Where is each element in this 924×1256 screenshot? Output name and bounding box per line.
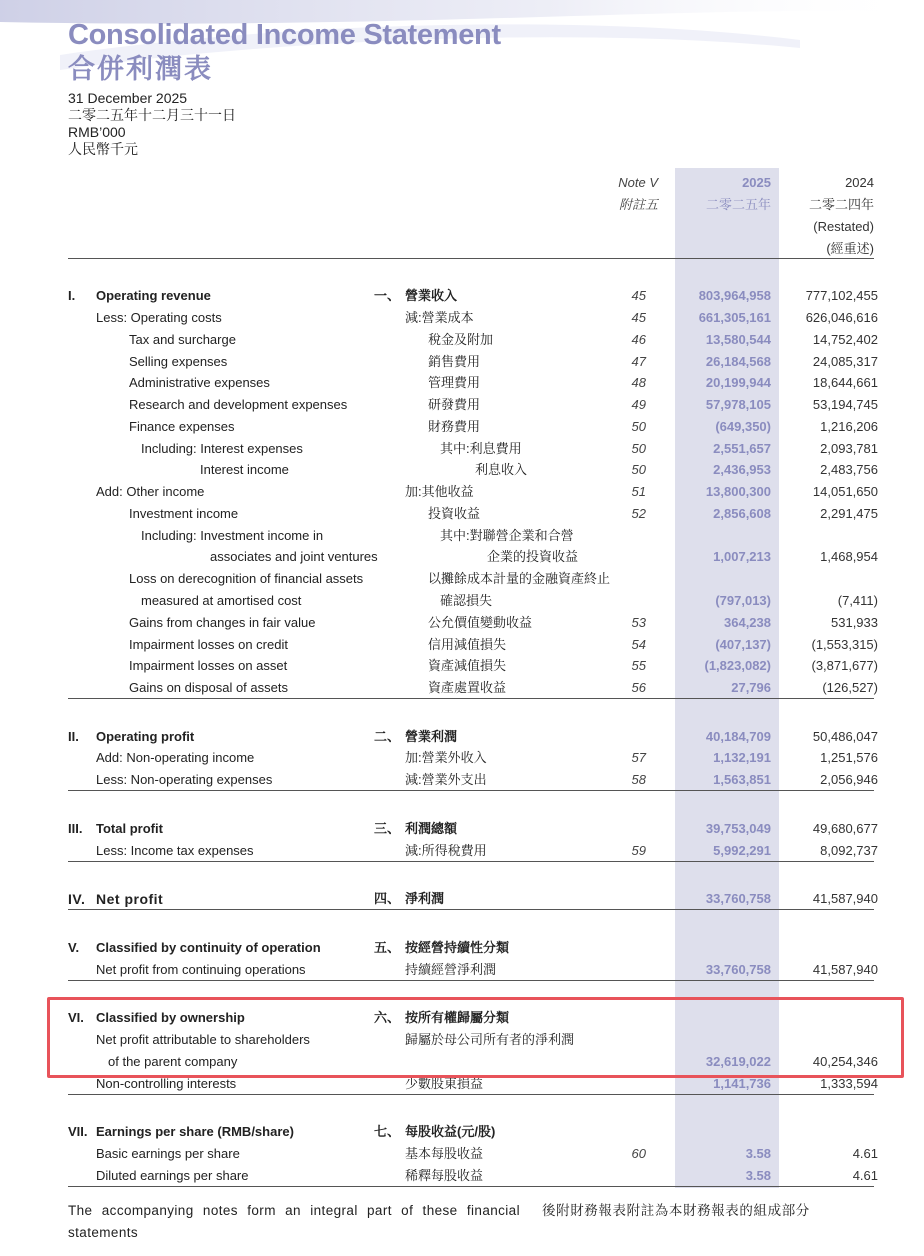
value-2024: 1,251,576	[820, 750, 878, 765]
line-item-label-zh: 按所有權歸屬分類	[405, 1010, 510, 1025]
value-2024: 53,194,745	[812, 397, 878, 412]
value-2024: 41,587,940	[812, 962, 878, 977]
note-reference: 54	[631, 637, 646, 652]
table-row	[0, 525, 924, 547]
section-number-zh: 三、	[374, 821, 401, 836]
note-header-zh: 附註五	[618, 197, 658, 212]
line-item-label-en: of the parent company	[108, 1054, 238, 1069]
table-row	[0, 307, 924, 329]
section-number: III.	[68, 821, 83, 836]
value-2024: 41,587,940	[812, 891, 878, 906]
table-row	[0, 416, 924, 438]
note-reference: 47	[631, 354, 646, 369]
line-item-label-zh: 加:其他收益	[405, 484, 474, 499]
section-number-zh: 一、	[374, 288, 401, 303]
note-reference: 49	[631, 397, 646, 412]
line-item-label-zh: 營業利潤	[405, 729, 458, 744]
line-item-label-en: Impairment losses on credit	[129, 637, 288, 652]
line-item-label-en: Add: Other income	[96, 484, 205, 499]
table-row	[0, 568, 924, 590]
line-item-label-en: Including: Investment income in	[141, 528, 324, 543]
line-item-label-en: Impairment losses on asset	[129, 658, 288, 673]
line-item-label-en: Less: Income tax expenses	[96, 843, 254, 858]
line-item-label-zh: 其中:對聯營企業和合營	[440, 528, 574, 543]
restated-label-zh: (經重述)	[826, 241, 874, 256]
line-item-label-en: Research and development expenses	[129, 397, 348, 412]
value-2025: (1,823,082)	[704, 658, 771, 673]
section-number-zh: 二、	[374, 729, 401, 744]
line-item-label-zh: 利潤總額	[405, 821, 458, 836]
note-reference: 60	[631, 1146, 646, 1161]
note-reference: 46	[631, 332, 646, 347]
value-2025: 3.58	[745, 1168, 771, 1183]
table-row	[0, 747, 924, 769]
value-2025: 57,978,105	[705, 397, 771, 412]
table-row	[0, 590, 924, 612]
line-item-label-en: measured at amortised cost	[141, 593, 302, 608]
value-2025: (797,013)	[715, 593, 771, 608]
value-2024: 8,092,737	[820, 843, 878, 858]
value-2024: 531,933	[831, 615, 878, 630]
note-header-en: Note V	[618, 175, 658, 190]
line-item-label-en: Net profit from continuing operations	[96, 962, 306, 977]
value-2024: 18,644,661	[812, 375, 878, 390]
section-number-zh: 七、	[374, 1124, 401, 1139]
line-item-label-zh: 稀釋每股收益	[405, 1168, 484, 1183]
value-2024: 2,483,756	[820, 462, 878, 477]
value-2024: 626,046,616	[805, 310, 878, 325]
line-item-label-zh: 按經營持續性分類	[405, 940, 510, 955]
value-2025: 20,199,944	[705, 375, 771, 390]
table-row	[0, 329, 924, 351]
table-row	[0, 655, 924, 677]
line-item-label-zh: 營業收入	[405, 288, 458, 303]
table-row	[0, 394, 924, 416]
value-2025: 39,753,049	[705, 821, 771, 836]
note-reference: 45	[631, 288, 646, 303]
section-number: V.	[68, 940, 80, 955]
line-item-label-zh: 公允價值變動收益	[428, 615, 533, 630]
value-2024: 2,093,781	[820, 441, 878, 456]
line-item-label-en: Diluted earnings per share	[96, 1168, 249, 1183]
table-row	[0, 888, 924, 910]
note-reference: 50	[631, 419, 646, 434]
line-item-label-en: Earnings per share (RMB/share)	[96, 1124, 294, 1139]
value-2025: 33,760,758	[705, 891, 771, 906]
line-item-label-en: Less: Non-operating expenses	[96, 772, 273, 787]
value-2025: 27,796	[731, 680, 771, 695]
currency-unit-zh: 人民幣千元	[68, 141, 138, 157]
table-row	[0, 1165, 924, 1187]
note-reference: 50	[631, 441, 646, 456]
note-reference: 48	[631, 375, 646, 390]
table-row	[0, 612, 924, 634]
table-row	[0, 959, 924, 981]
line-item-label-zh: 加:營業外收入	[405, 750, 487, 765]
line-item-label-zh: 信用減值損失	[428, 637, 507, 652]
note-reference: 57	[631, 750, 646, 765]
section-number: VI.	[68, 1010, 84, 1025]
table-row	[0, 937, 924, 959]
line-item-label-en: Gains from changes in fair value	[129, 615, 316, 630]
line-item-label-en: associates and joint ventures	[210, 549, 378, 564]
note-reference: 50	[631, 462, 646, 477]
value-2025: (407,137)	[715, 637, 771, 652]
value-2024: 14,051,650	[812, 484, 878, 499]
value-2024: 40,254,346	[812, 1054, 878, 1069]
value-2024: 1,216,206	[820, 419, 878, 434]
value-2025: 26,184,568	[705, 354, 771, 369]
value-2025: 661,305,161	[698, 310, 771, 325]
table-row	[0, 818, 924, 840]
line-item-label-zh: 稅金及附加	[428, 332, 494, 347]
value-2024: 50,486,047	[812, 729, 878, 744]
value-2024: 777,102,455	[805, 288, 878, 303]
table-row	[0, 769, 924, 791]
line-item-label-zh: 以攤餘成本計量的金融資產終止	[428, 571, 611, 586]
statement-title-zh: 合併利潤表	[68, 54, 213, 84]
value-2024: 4.61	[852, 1168, 878, 1183]
table-row	[0, 372, 924, 394]
value-2024: 2,291,475	[820, 506, 878, 521]
footer-note-en: The accompanying notes form an integral part of these financial statements	[68, 1203, 520, 1240]
line-item-label-en: Tax and surcharge	[129, 332, 236, 347]
line-item-label-en: Gains on disposal of assets	[129, 680, 288, 695]
line-item-label-en: Selling expenses	[129, 354, 228, 369]
year-2024-column-header	[779, 172, 874, 260]
note-reference: 59	[631, 843, 646, 858]
section-number-zh: 四、	[374, 891, 401, 906]
line-item-label-en: Less: Operating costs	[96, 310, 222, 325]
value-2025: 2,436,953	[713, 462, 771, 477]
line-item-label-en: Investment income	[129, 506, 239, 521]
note-reference: 58	[631, 772, 646, 787]
line-item-label-zh: 持續經營淨利潤	[405, 962, 497, 977]
line-item-label-en: Interest income	[200, 462, 289, 477]
year-2025-label-zh: 二零二五年	[705, 197, 771, 212]
line-item-label-en: Operating revenue	[96, 288, 211, 303]
line-item-label-zh: 少數股東損益	[405, 1076, 484, 1091]
value-2025: 3.58	[745, 1146, 771, 1161]
table-row	[0, 726, 924, 748]
line-item-label-en: Administrative expenses	[129, 375, 270, 390]
line-item-label-zh: 研發費用	[428, 397, 481, 412]
note-column-header	[560, 172, 658, 216]
line-item-label-en: Finance expenses	[129, 419, 235, 434]
value-2025: (649,350)	[715, 419, 771, 434]
value-2024: (3,871,677)	[811, 658, 878, 673]
note-reference: 51	[631, 484, 646, 499]
value-2025: 1,563,851	[713, 772, 771, 787]
value-2024: 24,085,317	[812, 354, 878, 369]
table-row	[0, 351, 924, 373]
value-2024: 1,468,954	[820, 549, 878, 564]
table-row	[0, 634, 924, 656]
value-2025: 2,856,608	[713, 506, 771, 521]
note-reference: 53	[631, 615, 646, 630]
year-2024-label: 2024	[845, 175, 874, 190]
section-number: I.	[68, 288, 76, 303]
year-2024-label-zh: 二零二四年	[808, 197, 874, 212]
line-item-label-en: Net profit	[96, 891, 164, 907]
line-item-label-en: Net profit attributable to shareholders	[96, 1032, 310, 1047]
table-row	[0, 840, 924, 862]
line-item-label-zh: 減:所得稅費用	[405, 843, 487, 858]
line-item-label-en: Loss on derecognition of financial assets	[129, 571, 364, 586]
value-2025: 13,580,544	[705, 332, 771, 347]
value-2024: (1,553,315)	[811, 637, 878, 652]
statement-date-zh: 二零二五年十二月三十一日	[68, 107, 236, 123]
value-2024: 49,680,677	[812, 821, 878, 836]
line-item-label-zh: 其中:利息費用	[440, 441, 522, 456]
header-divider	[68, 258, 874, 259]
value-2025: 1,007,213	[713, 549, 771, 564]
line-item-label-zh: 資產減值損失	[428, 658, 507, 673]
footer-note-zh: 後附財務報表附註為本財務報表的組成部分	[542, 1203, 810, 1218]
value-2025: 1,132,191	[713, 750, 771, 765]
line-item-label-zh: 確認損失	[440, 593, 493, 608]
note-reference: 45	[631, 310, 646, 325]
value-2024: (7,411)	[837, 593, 878, 608]
statement-title-en: Consolidated Income Statement	[68, 19, 501, 51]
section-number: IV.	[68, 891, 86, 907]
table-row	[0, 481, 924, 503]
year-2025-column-header	[675, 172, 771, 216]
table-row	[0, 546, 924, 568]
line-item-label-en: Classified by ownership	[96, 1010, 245, 1025]
line-item-label-en: Non-controlling interests	[96, 1076, 237, 1091]
value-2025: 13,800,300	[705, 484, 771, 499]
line-item-label-en: Total profit	[96, 821, 163, 836]
table-row	[0, 459, 924, 481]
currency-unit-en: RMB’000	[68, 124, 126, 140]
value-2024: 1,333,594	[820, 1076, 878, 1091]
table-row	[0, 677, 924, 699]
line-item-label-zh: 基本每股收益	[405, 1146, 484, 1161]
statement-header	[68, 18, 501, 158]
value-2025: 364,238	[724, 615, 771, 630]
line-item-label-zh: 減:營業成本	[405, 310, 474, 325]
line-item-label-zh: 歸屬於母公司所有者的淨利潤	[405, 1032, 575, 1047]
line-item-label-en: Including: Interest expenses	[141, 441, 303, 456]
line-item-label-zh: 管理費用	[428, 375, 481, 390]
line-item-label-zh: 利息收入	[475, 462, 528, 477]
table-row	[0, 1121, 924, 1143]
line-item-label-zh: 企業的投資收益	[487, 549, 579, 564]
table-row	[0, 438, 924, 460]
line-item-label-zh: 淨利潤	[405, 891, 445, 906]
line-item-label-zh: 銷售費用	[428, 354, 481, 369]
table-row	[0, 1143, 924, 1165]
line-item-label-zh: 每股收益(元/股)	[405, 1124, 496, 1139]
value-2024: (126,527)	[822, 680, 878, 695]
line-item-label-zh: 資產處置收益	[428, 680, 507, 695]
value-2025: 40,184,709	[705, 729, 771, 744]
note-reference: 55	[631, 658, 646, 673]
value-2025: 803,964,958	[698, 288, 771, 303]
line-item-label-en: Add: Non-operating income	[96, 750, 255, 765]
line-item-label-zh: 減:營業外支出	[405, 772, 487, 787]
section-number: VII.	[68, 1124, 88, 1139]
value-2025: 32,619,022	[705, 1054, 771, 1069]
statement-date-en: 31 December 2025	[68, 90, 188, 106]
value-2024: 4.61	[852, 1146, 878, 1161]
value-2025: 1,141,736	[713, 1076, 771, 1091]
line-item-label-zh: 投資收益	[428, 506, 481, 521]
value-2025: 2,551,657	[713, 441, 771, 456]
restated-label-en: (Restated)	[813, 219, 874, 234]
section-number-zh: 五、	[374, 940, 401, 955]
highlight-box-ownership	[47, 997, 904, 1078]
line-item-label-en: Operating profit	[96, 729, 195, 744]
line-item-label-en: Basic earnings per share	[96, 1146, 240, 1161]
note-reference: 52	[631, 506, 646, 521]
value-2024: 14,752,402	[812, 332, 878, 347]
table-row	[0, 285, 924, 307]
note-reference: 56	[631, 680, 646, 695]
line-item-label-zh: 財務費用	[428, 419, 481, 434]
year-2025-label: 2025	[742, 175, 771, 190]
table-row	[0, 503, 924, 525]
section-number: II.	[68, 729, 79, 744]
value-2025: 33,760,758	[705, 962, 771, 977]
value-2025: 5,992,291	[713, 843, 771, 858]
section-number-zh: 六、	[374, 1010, 401, 1025]
line-item-label-en: Classified by continuity of operation	[96, 940, 321, 955]
value-2024: 2,056,946	[820, 772, 878, 787]
